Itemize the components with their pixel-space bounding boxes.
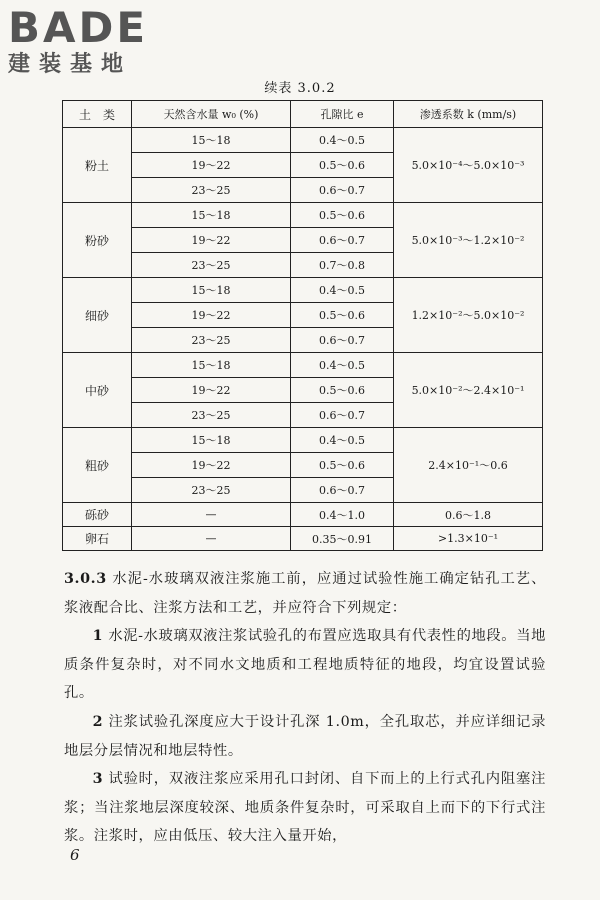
water-content-cell: —	[132, 527, 291, 551]
void-ratio-cell: 0.6～0.7	[291, 478, 394, 503]
item-1	[64, 622, 546, 708]
permeability-cell: 2.4×10⁻¹～0.6	[394, 428, 543, 503]
water-content-cell: 19～22	[132, 378, 291, 403]
logo	[8, 3, 178, 78]
water-content-cell: 23～25	[132, 253, 291, 278]
item-2-text: 注浆试验孔深度应大于设计孔深 1.0m，全孔取芯，并应详细记录地层分层情况和地层特性。	[64, 714, 546, 759]
water-content-cell: 15～18	[132, 278, 291, 303]
void-ratio-cell: 0.4～1.0	[291, 503, 394, 527]
table-row	[63, 353, 543, 378]
permeability-table	[62, 100, 543, 551]
soil-type-cell: 粗砂	[63, 428, 132, 503]
item-2-number: 2	[92, 714, 104, 730]
water-content-cell: 15～18	[132, 128, 291, 153]
item-3-number: 3	[92, 771, 104, 787]
item-1-number: 1	[92, 628, 104, 644]
water-content-cell: 23～25	[132, 403, 291, 428]
void-ratio-cell: 0.5～0.6	[291, 303, 394, 328]
void-ratio-cell: 0.6～0.7	[291, 228, 394, 253]
permeability-cell: 5.0×10⁻⁴～5.0×10⁻³	[394, 128, 543, 203]
water-content-cell: 19～22	[132, 153, 291, 178]
item-2	[64, 708, 546, 765]
void-ratio-cell: 0.5～0.6	[291, 378, 394, 403]
header-void-ratio: 孔隙比 e	[291, 101, 394, 128]
void-ratio-cell: 0.4～0.5	[291, 428, 394, 453]
void-ratio-cell: 0.6～0.7	[291, 328, 394, 353]
water-content-cell: 15～18	[132, 353, 291, 378]
logo-text-en: BADE	[8, 3, 149, 52]
void-ratio-cell: 0.4～0.5	[291, 278, 394, 303]
section-3-0-3	[64, 565, 546, 622]
page-number: 6	[70, 846, 80, 864]
item-3	[64, 765, 546, 851]
section-number: 3.0.3	[64, 571, 107, 587]
void-ratio-cell: 0.5～0.6	[291, 203, 394, 228]
void-ratio-cell: 0.6～0.7	[291, 403, 394, 428]
table-header-row	[63, 101, 543, 128]
void-ratio-cell: 0.4～0.5	[291, 128, 394, 153]
table-row	[63, 203, 543, 228]
table-row	[63, 128, 543, 153]
void-ratio-cell: 0.4～0.5	[291, 353, 394, 378]
section-text: 水泥-水玻璃双液注浆施工前，应通过试验性施工确定钻孔工艺、浆液配合比、注浆方法和工艺，并应符合下列规定：	[64, 571, 546, 616]
table-row	[63, 503, 543, 527]
water-content-cell: 15～18	[132, 203, 291, 228]
void-ratio-cell: 0.6～0.7	[291, 178, 394, 203]
soil-type-cell: 卵石	[63, 527, 132, 551]
water-content-cell: —	[132, 503, 291, 527]
table-row	[63, 278, 543, 303]
table-row	[63, 527, 543, 551]
table-body	[63, 128, 543, 551]
permeability-cell: >1.3×10⁻¹	[394, 527, 543, 551]
permeability-cell: 5.0×10⁻²～2.4×10⁻¹	[394, 353, 543, 428]
table-caption: 续表 3.0.2	[264, 81, 336, 96]
soil-type-cell: 砾砂	[63, 503, 132, 527]
permeability-cell: 0.6～1.8	[394, 503, 543, 527]
header-soil-type: 土 类	[63, 101, 132, 128]
water-content-cell: 19～22	[132, 228, 291, 253]
void-ratio-cell: 0.5～0.6	[291, 153, 394, 178]
permeability-cell: 1.2×10⁻²～5.0×10⁻²	[394, 278, 543, 353]
water-content-cell: 15～18	[132, 428, 291, 453]
soil-type-cell: 细砂	[63, 278, 132, 353]
logo-text-cn: 建装基地	[8, 52, 133, 77]
water-content-cell: 19～22	[132, 453, 291, 478]
soil-type-cell: 中砂	[63, 353, 132, 428]
void-ratio-cell: 0.7～0.8	[291, 253, 394, 278]
item-3-text: 试验时，双液注浆应采用孔口封闭、自下而上的上行式孔内阻塞注浆；当注浆地层深度较深、地质条件复杂时，可采取自上而下的下行式注浆。注浆时，应由低压、较大注入量开始，	[64, 771, 546, 844]
item-1-text: 水泥-水玻璃双液注浆试验孔的布置应选取具有代表性的地段。当地质条件复杂时，对不同水文地质和工程地质特征的地段，均宜设置试验孔。	[64, 628, 546, 701]
table-row	[63, 428, 543, 453]
void-ratio-cell: 0.35～0.91	[291, 527, 394, 551]
void-ratio-cell: 0.5～0.6	[291, 453, 394, 478]
soil-type-cell: 粉砂	[63, 203, 132, 278]
soil-type-cell: 粉土	[63, 128, 132, 203]
water-content-cell: 23～25	[132, 328, 291, 353]
water-content-cell: 23～25	[132, 478, 291, 503]
permeability-cell: 5.0×10⁻³～1.2×10⁻²	[394, 203, 543, 278]
header-water-content: 天然含水量 w₀ (%)	[132, 101, 291, 128]
header-permeability: 渗透系数 k (mm/s)	[394, 101, 543, 128]
water-content-cell: 23～25	[132, 178, 291, 203]
water-content-cell: 19～22	[132, 303, 291, 328]
